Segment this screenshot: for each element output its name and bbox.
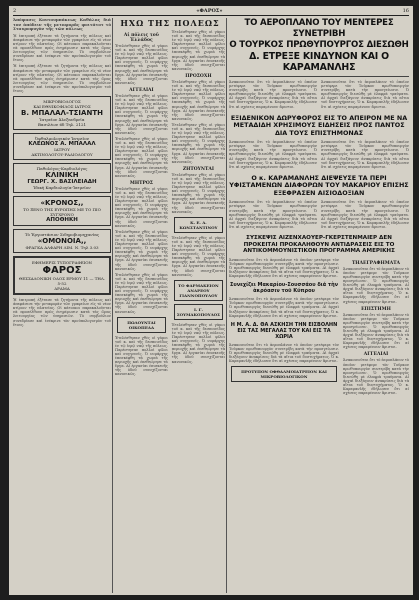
subhead: ΠΡΟΣΟΧΗ xyxy=(185,73,212,79)
ad-ophthalmology: ΠΡΟΤΥΠΟΝ ΟΦΘΑΛΜΟΙΑΤΡΕΙΟΝ ΚΑΙ ΜΙΚΡΟΒΙΟΛΟΓΙΚΟΝ xyxy=(231,366,337,382)
ad-ophthalmologist: Ὀφθαλμολογικὸν Ἰατρεῖον ΚΛΕΩΝΟΣ Α. ΜΠΑΛΑΛ ΙΑΤΡΟΥ ΑΚΤΙΝΟΛΟΓΟΥ-ΡΑΔΙΟΛΟΓΟΥ xyxy=(13,133,111,160)
intro-title: Ἀπόφασις Κουτουμπάκεως Καθάλας διά τον ἀπόδειν τῆς μεταφορᾶς φοιτάτοτ τό Σταυροφυγὸν τῆς τῶν πόλεως xyxy=(13,18,111,32)
headline-karamanlis: Ο κ. ΚΑΡΑΜΑΝΛΗΣ ΔΙΕΨΕΥΣΕ ΤΑ ΠΕΡΙ ΥΦΙΣΤΑΜΕΝΩΝ ΔΙΑΦΟΡΩΝ ΤΟΥ ΜΑΚΑΡΙΟΥ ΕΠΙΣΗΣ ΕΞΕΦΡΑΣΕΝ ΑΙΣΙΟΔΟΞΙΑΝ xyxy=(229,173,409,197)
subhead: ΜΗΤΡΟΣ xyxy=(129,180,153,186)
ad-clinic: Παθολόγος-Καρδιολόγος ΚΛΙΝΙΚΗ ΓΕΩΡΓ. Χ. ΒΑΣΙΛΕΙΑΔΗ Ἰδικὴ Καρδιολογία-Ἰατρεῖον xyxy=(13,163,111,193)
column-left xyxy=(13,18,111,593)
headline-satellite: ΕΞΙΔΕΝΙΚΟΝ ΔΩΡΥΦΟΡΟΣ ΕΙΣ ΤΟ ΑΠΕΙΡΟΝ ΜΕ ΝΑ ΜΕΤΑΔΙΔΗ ΧΡΗΣΙΜΟΥΣ ΕΙΔΗΣΕΙΣ ΠΡΟΣ ΠΑΝΤΟΣ ΔΙΑ ΤΟΥΣ ΕΠΙΣΤΗΜΟΝΑΣ xyxy=(230,113,408,137)
ad-land: ΠΩΛΟΥΝΤΑΙ ΟΙΚΟΠΕΔΑ xyxy=(117,317,166,333)
section-title: ΗΧΩ ΤΗΣ ΠΟΛΕΩΣ xyxy=(120,18,220,28)
headline-main: ΤΟ ΑΕΡΟΠΛΑΝΟ ΤΟΥ ΜΕΝΤΕΡΕΣ ΣΥΝΕΤΡΙΒΗ xyxy=(244,18,394,39)
headline-main-3: Δ. ΕΤΡΕΞΕ ΚΙΝΔΥΝΟΝ ΚΑΙ Ο ΚΑΡΑΜΑΝΛΗΣ xyxy=(249,51,389,73)
ad-pharmacy: ΤΟ ΦΑΡΜΑΚΕΙΟΝ ΑΝΔΡΕΟΥ ΓΙΑΝΝΟΠΟΥΛΟΥ xyxy=(174,280,223,301)
page-header xyxy=(9,6,413,16)
column-middle: ΗΧΩ ΤΗΣ ΠΟΛΕΩΣ Αἱ πόλεις τοῦ Ἐλλάδος Ἐτελέσθησαν χθὲς οἱ γάμοι τοῦ κ. καὶ τῆς δεσποινίδος ἐν τῷ ἱερῷ ναῷ τῆς πόλεως. Παρέστησαν πολλοὶ φίλοι καὶ συγγενεῖς. Ὁ νομάρχης ἐπεσκέφθη τὰ χωριὰ τῆς περιοχῆς καὶ ἐπεθεώρησε τὰ ἔργα. Αἱ ἐργασίαι ἐπισκευῆς τῆς ὁδοῦ συνεχίζονται κανονικῶς. ΑΓΓΕΛΙΑΙ Ἐτελέσθησαν χθὲς οἱ γάμοι τοῦ κ. καὶ τῆς δεσποινίδος ἐν τῷ ἱερῷ ναῷ τῆς πόλεως. Παρέστησαν πολλοὶ φίλοι καὶ συγγενεῖς. Ὁ νομάρχης ἐπεσκέφθη τὰ χωριὰ τῆς περιοχῆς καὶ ἐπεθεώρησε τὰ ἔργα. Αἱ ἐργασίαι ἐπισκευῆς τῆς ὁδοῦ συνεχίζονται κανονικῶς. Ἐτελέσθησαν χθὲς οἱ γάμοι τοῦ κ. καὶ τῆς δεσποινίδος ἐν τῷ ἱερῷ ναῷ τῆς πόλεως. Παρέστησαν πολλοὶ φίλοι καὶ συγγενεῖς. Ὁ νομάρχης ἐπεσκέφθη τὰ χωριὰ τῆς περιοχῆς καὶ ἐπεθεώρησε τὰ ἔργα. Αἱ ἐργασίαι ἐπισκευῆς τῆς ὁδοῦ συνεχίζονται κανονικῶς. ΜΗΤΡΟΣ Ἐτελέσθησαν χθὲς οἱ γάμοι τοῦ κ. καὶ τῆς δεσποινίδος ἐν τῷ ἱερῷ ναῷ τῆς πόλεως. Παρέστησαν πολλοὶ φίλοι καὶ συγγενεῖς. Ὁ νομάρχης ἐπεσκέφθη τὰ χωριὰ τῆς περιοχῆς καὶ ἐπεθεώρησε τὰ ἔργα. Αἱ ἐργασίαι ἐπισκευῆς τῆς ὁδοῦ συνεχίζονται κανονικῶς. Ἐτελέσθησαν χθὲς οἱ γάμοι τοῦ κ. καὶ τῆς δεσποινίδος ἐν τῷ ἱερῷ ναῷ τῆς πόλεως. Παρέστησαν πολλοὶ φίλοι καὶ συγγενεῖς. Ὁ νομάρχης ἐπεσκέφθη τὰ χωριὰ τῆς περιοχῆς καὶ ἐπεθεώρησε τὰ ἔργα. Αἱ ἐργασίαι ἐπισκευῆς τῆς ὁδοῦ συνεχίζονται κανονικῶς. Ἐτελέσθησαν χθὲς οἱ γάμοι τοῦ κ. καὶ τῆς δεσποινίδος ἐν τῷ ἱερῷ ναῷ τῆς πόλεως. Παρέστησαν πολλοὶ φίλοι καὶ συγγενεῖς. Ὁ νομάρχης ἐπεσκέφθη τὰ χωριὰ τῆς περιοχῆς καὶ ἐπεθεώρησε τὰ ἔργα. Αἱ ἐργασίαι ἐπισκευῆς τῆς ὁδοῦ συνεχίζονται κανονικῶς. ΠΩΛΟΥΝΤΑΙ ΟΙΚΟΠΕΔΑ Ἐτελέσθησαν χθὲς οἱ γάμοι τοῦ κ. καὶ τῆς δεσποινίδος ἐν τῷ ἱερῷ ναῷ τῆς πόλεως. Παρέστησαν πολλοὶ φίλοι καὶ συγγενεῖς. Ὁ νομάρχης ἐπεσκέφθη τὰ χωριὰ τῆς περιοχῆς καὶ ἐπεθεώρησε τὰ ἔργα. Αἱ ἐργασίαι ἐπισκευῆς τῆς ὁδοῦ συνεχίζονται κανονικῶς. Ἐτελέσθησαν χθὲς οἱ γάμοι τοῦ κ. καὶ τῆς δεσποινίδος ἐν τῷ ἱερῷ ναῷ τῆς πόλεως. Παρέστησαν πολλοὶ φίλοι καὶ συγγενεῖς. Ὁ νομάρχης ἐπεσκέφθη τὰ χωριὰ τῆς περιοχῆς καὶ ἐπεθεώρησε τὰ ἔργα. Αἱ ἐργασίαι ἐπισκευῆς τῆς ὁδοῦ συνεχίζονται κανονικῶς. ΠΡΟΣΟΧΗ Ἐτελέσθησαν χθὲς οἱ γάμοι τοῦ κ. καὶ τῆς δεσποινίδος ἐν τῷ ἱερῷ ναῷ τῆς πόλεως. Παρέστησαν πολλοὶ φίλοι καὶ συγγενεῖς. Ὁ νομάρχης ἐπεσκέφθη τὰ χωριὰ τῆς περιοχῆς καὶ ἐπεθεώρησε τὰ ἔργα. Αἱ ἐργασίαι ἐπισκευῆς τῆς ὁδοῦ συνεχίζονται κανονικῶς. Ἐτελέσθησαν χθὲς οἱ γάμοι τοῦ κ. καὶ τῆς δεσποινίδος ἐν τῷ ἱερῷ ναῷ τῆς πόλεως. Παρέστησαν πολλοὶ φίλοι καὶ συγγενεῖς. Ὁ νομάρχης ἐπεσκέφθη τὰ χωριὰ τῆς περιοχῆς καὶ ἐπεθεώρησε τὰ ἔργα. Αἱ ἐργασίαι ἐπισκευῆς τῆς ὁδοῦ συνεχίζονται κανονικῶς. ΖΗΤΟΥΝΤΑΙ Ἐτελέσθησαν χθὲς οἱ γάμοι τοῦ κ. καὶ τῆς δεσποινίδος ἐν τῷ ἱερῷ ναῷ τῆς πόλεως. Παρέστησαν πολλοὶ φίλοι καὶ συγγενεῖς. Ὁ νομάρχης ἐπεσκέφθη τὰ χωριὰ τῆς περιοχῆς καὶ ἐπεθεώρησε τὰ ἔργα. Αἱ ἐργασίαι ἐπισκευῆς τῆς ὁδοῦ συνεχίζονται κανονικῶς. Κ. Ε. Δ. ΚΩΝΣΤΑΝΤΙΝΟΥ Ἐτελέσθησαν χθὲς οἱ γάμοι τοῦ κ. καὶ τῆς δεσποινίδος ἐν τῷ ἱερῷ ναῷ τῆς πόλεως. Παρέστησαν πολλοὶ φίλοι καὶ συγγενεῖς. Ὁ νομάρχης ἐπεσκέφθη τὰ χωριὰ τῆς περιοχῆς καὶ ἐπεθεώρησε τὰ ἔργα. Αἱ ἐργασίαι ἐπισκευῆς τῆς ὁδοῦ συνεχίζονται κανονικῶς. ΤΟ ΦΑΡΜΑΚΕΙΟΝ ΑΝΔΡΕΟΥ ΓΙΑΝΝΟΠΟΥΛΟΥ Ι. Γ. ΣΟΥΜΑΚΟΠΟΥΛΟΣ Ἐτελέσθησαν χθὲς οἱ γάμοι τοῦ κ. καὶ τῆς δεσποινίδος ἐν τῷ ἱερῷ ναῷ τῆς πόλεως. Παρέστησαν πολλοὶ φίλοι καὶ συγγενεῖς. Ὁ νομάρχης ἐπεσκέφθη τὰ χωριὰ τῆς περιοχῆς καὶ ἐπεθεώρησε τὰ ἔργα. Αἱ ἐργασίαι ἐπισκευῆς τῆς ὁδοῦ συνεχίζονται κανονικῶς. xyxy=(115,18,225,377)
ad-konstantinou: Κ. Ε. Δ. ΚΩΝΣΤΑΝΤΙΝΟΥ xyxy=(174,217,223,233)
page-date: 16 xyxy=(402,8,409,14)
ad-kronos: «ΚΡΟΝΟΣ,, ΤΟ ΞΕΝΟ ΤΗΣ ΕΥΡΩΠΗΣ ΜΕ ΤΟ ΠΙΟ ΣΥΓΧΡΟΝΟ ΑΠΟΘΗΚΗ xyxy=(13,196,111,226)
article-body-cont: Ἡ ἐπιτροπή ἐξέτασε τὰ ζητήματα τῆς πόλεως καὶ ἀπεφάσισε τὴν μεταφορὰν τῶν γραφείων εἰς τὸ νέον κτίριον τῆς πλατείας. Οἱ κάτοικοι παρακαλοῦνται νὰ προσέλθουν πρὸς ἐνημέρωσιν κατὰ τὰς ὥρας λειτουργίας τῶν ὑπηρεσιῶν. Τὸ συμβούλιον συνεδρίασε καὶ ἐνέκρινε τὸν προϋπολογισμὸν τοῦ ἔτους. xyxy=(13,64,111,93)
ad-faros: ΕΦΗΜΕΡΙΣ ΤΥΠΟΓΡΑΦΕΙΟΝ ΦΑΡΟΣ ΘΕΣΣΑΛΟΝΙΚΗ ΟΔΟΣ ΕΡΜΟΥ 11 — ΤΗΛ. 5-52 ΔΡΑΜΑ xyxy=(13,256,111,295)
subhead: ΑΓΓΕΛΙΑΙ xyxy=(129,87,154,93)
headline-mad: Η Μ. Α. Δ. ΘΑ ΑΣΚΗΣΗ ΤΗΝ ΕΙΣΒΟΛΗΝ ΕΙΣ ΤΑΣ ΜΕΓΑΛΑΣ ΤΟΥ ΚΑΙ ΕΙΣ ΤΑ ΧΩΡΙΑ xyxy=(230,321,338,340)
page-number: 2 xyxy=(13,8,17,14)
headline-main-2: Ο ΤΟΥΡΚΟΣ ΠΡΩΘΥΠΟΥΡΓΟΣ ΔΙΕΣΩΘΗ xyxy=(229,40,409,50)
headline-makarios: Συνεχίζει Μακαρίου-Σουσσάου διά τὴν ἀκρόασιν τοῦ Κύπρου xyxy=(229,282,339,295)
ad-microbiologist: ΜΙΚΡΟΒΙΟΛΟΓΟΣ ΚΑΙ ΕΘΝΙΚΟΦΙΛΟΣ ΙΑΤΡΟΣ Β. ΜΠΑΛΑΛ-ΤΣΙΑΝΤΗ Ἰατρεῖον Ἀλεξανδρεῖα Βασιλέων 6δ Τηλ. 2121 xyxy=(13,96,111,130)
ad-omonoia: Τὸ Ἐργοστάσιον Σιδηροβιομηχανίας «ΟΜΟΝΟΙΑ,, ΦΡΑΓΚΑ ΑΛΦΑΡΗ ΛΙΜ. Ν. Τηλ 3.03 xyxy=(13,229,111,253)
article-body-end: Ἡ ἐπιτροπή ἐξέτασε τὰ ζητήματα τῆς πόλεως καὶ ἀπεφάσισε τὴν μεταφορὰν τῶν γραφείων εἰς τὸ νέον κτίριον τῆς πλατείας. Οἱ κάτοικοι παρακαλοῦνται νὰ προσέλθουν πρὸς ἐνημέρωσιν κατὰ τὰς ὥρας λειτουργίας τῶν ὑπηρεσιῶν. Τὸ συμβούλιον συνεδρίασε καὶ ἐνέκρινε τὸν προϋπολογισμὸν τοῦ ἔτους. xyxy=(13,298,111,327)
ad-soumakopoulos: Ι. Γ. ΣΟΥΜΑΚΟΠΟΥΛΟΣ xyxy=(174,304,223,320)
subhead: ΖΗΤΟΥΝΤΑΙ xyxy=(182,166,214,172)
newspaper-page xyxy=(9,6,413,595)
masthead: «ΦΑΡΟΣ» xyxy=(196,8,223,14)
subhead: Αἱ πόλεις τοῦ Ἐλλάδος xyxy=(123,33,159,43)
column-right: ΤΟ ΑΕΡΟΠΛΑΝΟ ΤΟΥ ΜΕΝΤΕΡΕΣ ΣΥΝΕΤΡΙΒΗ Ο ΤΟΥΡΚΟΣ ΠΡΩΘΥΠΟΥΡΓΟΣ ΔΙΕΣΩΘΗ Δ. ΕΤΡΕΞΕ ΚΙΝΔΥΝΟΝ ΚΑΙ Ο ΚΑΡΑΜΑΝΛΗΣ Ἀνακοινοῦται ὅτι τὸ ἀεροπλάνον τὸ ὁποῖον μετέφερε τὸν Τοῦρκον πρωθυπουργὸν συνετρίβη κατὰ τὴν προσγείωσιν. Ὁ πρωθυπουργὸς διεσώθη μὲ ἐλαφρὰ τραύματα. Αἱ ἀρχαὶ διεξάγουν ἀνακρίσεις διὰ τὰ αἴτια τοῦ δυστυχήματος. Ὁ κ. Καραμανλῆς ἐδήλωσεν ὅτι αἱ σχέσεις παραμένουν ἄριστοι. Ἀνακοινοῦται ὅτι τὸ ἀεροπλάνον τὸ ὁποῖον μετέφερε τὸν Τοῦρκον πρωθυπουργὸν συνετρίβη κατὰ τὴν προσγείωσιν. Ὁ πρωθυπουργὸς διεσώθη μὲ ἐλαφρὰ τραύματα. Αἱ ἀρχαὶ διεξάγουν ἀνακρίσεις διὰ τὰ αἴτια τοῦ δυστυχήματος. Ὁ κ. Καραμανλῆς ἐδήλωσεν ὅτι αἱ σχέσεις παραμένουν ἄριστοι. ΕΞΙΔΕΝΙΚΟΝ ΔΩΡΥΦΟΡΟΣ ΕΙΣ ΤΟ ΑΠΕΙΡΟΝ ΜΕ ΝΑ ΜΕΤΑΔΙΔΗ ΧΡΗΣΙΜΟΥΣ ΕΙΔΗΣΕΙΣ ΠΡΟΣ ΠΑΝΤΟΣ ΔΙΑ ΤΟΥΣ ΕΠΙΣΤΗΜΟΝΑΣ Ἀνακοινοῦται ὅτι τὸ ἀεροπλάνον τὸ ὁποῖον μετέφερε τὸν Τοῦρκον πρωθυπουργὸν συνετρίβη κατὰ τὴν προσγείωσιν. Ὁ πρωθυπουργὸς διεσώθη μὲ ἐλαφρὰ τραύματα. Αἱ ἀρχαὶ διεξάγουν ἀνακρίσεις διὰ τὰ αἴτια τοῦ δυστυχήματος. Ὁ κ. Καραμανλῆς ἐδήλωσεν ὅτι αἱ σχέσεις παραμένουν ἄριστοι. Ἀνακοινοῦται ὅτι τὸ ἀεροπλάνον τὸ ὁποῖον μετέφερε τὸν Τοῦρκον πρωθυπουργὸν συνετρίβη κατὰ τὴν προσγείωσιν. Ὁ πρωθυπουργὸς διεσώθη μὲ ἐλαφρὰ τραύματα. Αἱ ἀρχαὶ διεξάγουν ἀνακρίσεις διὰ τὰ αἴτια τοῦ δυστυχήματος. Ὁ κ. Καραμανλῆς ἐδήλωσεν ὅτι αἱ σχέσεις παραμένουν ἄριστοι. Ο κ. ΚΑΡΑΜΑΝΛΗΣ ΔΙΕΨΕΥΣΕ ΤΑ ΠΕΡΙ ΥΦΙΣΤΑΜΕΝΩΝ ΔΙΑΦΟΡΩΝ ΤΟΥ ΜΑΚΑΡΙΟΥ ΕΠΙΣΗΣ ΕΞΕΦΡΑΣΕΝ ΑΙΣΙΟΔΟΞΙΑΝ Ἀνακοινοῦται ὅτι τὸ ἀεροπλάνον τὸ ὁποῖον μετέφερε τὸν Τοῦρκον πρωθυπουργὸν συνετρίβη κατὰ τὴν προσγείωσιν. Ὁ πρωθυπουργὸς διεσώθη μὲ ἐλαφρὰ τραύματα. Αἱ ἀρχαὶ διεξάγουν ἀνακρίσεις διὰ τὰ αἴτια τοῦ δυστυχήματος. Ὁ κ. Καραμανλῆς ἐδήλωσεν ὅτι αἱ σχέσεις παραμένουν ἄριστοι. Ἀνακοινοῦται ὅτι τὸ ἀεροπλάνον τὸ ὁποῖον μετέφερε τὸν Τοῦρκον πρωθυπουργὸν συνετρίβη κατὰ τὴν προσγείωσιν. Ὁ πρωθυπουργὸς διεσώθη μὲ ἐλαφρὰ τραύματα. Αἱ ἀρχαὶ διεξάγουν ἀνακρίσεις διὰ τὰ αἴτια τοῦ δυστυχήματος. Ὁ κ. Καραμανλῆς ἐδήλωσεν ὅτι αἱ σχέσεις παραμένουν ἄριστοι. ΣΥΣΚΕΨΙΣ ΑΙΖΕΝΧΑΟΥΕΡ-ΓΚΕΡΣΤΕΝΜΑΙΕΡ ΔΕΝ ΠΡΟΚΕΙΤΑΙ ΠΡΟΚΑΛΗΘΟΥΝ ΑΝΤΙΔΡΑΣΕΙΣ ΕΙΣ ΤΟ ΑΝΤΙΚΟΜΜΟΥΝΙΣΤΙΚΟΝ ΠΡΟΓΡΑΜΜΑ ΑΜΕΡΙΚΗΣ Ἀνακοινοῦται ὅτι τὸ ἀεροπλάνον τὸ ὁποῖον μετέφερε τὸν Τοῦρκον πρωθυπουργὸν συνετρίβη κατὰ τὴν προσγείωσιν. Ὁ πρωθυπουργὸς διεσώθη μὲ ἐλαφρὰ τραύματα. Αἱ ἀρχαὶ διεξάγουν ἀνακρίσεις διὰ τὰ αἴτια τοῦ δυστυχήματος. Ὁ κ. Καραμανλῆς ἐδήλωσεν ὅτι αἱ σχέσεις παραμένουν ἄριστοι. Συνεχίζει Μακαρίου-Σουσσάου διά τὴν ἀκρόασιν τοῦ Κύπρου Ἀνακοινοῦται ὅτι τὸ ἀεροπλάνον τὸ ὁποῖον μετέφερε τὸν Τοῦρκον πρωθυπουργὸν συνετρίβη κατὰ τὴν προσγείωσιν. Ὁ πρωθυπουργὸς διεσώθη μὲ ἐλαφρὰ τραύματα. Αἱ ἀρχαὶ διεξάγουν ἀνακρίσεις διὰ τὰ αἴτια τοῦ δυστυχήματος. Ὁ κ. Καραμανλῆς ἐδήλωσεν ὅτι αἱ σχέσεις παραμένουν ἄριστοι. Η Μ. Α. Δ. ΘΑ ΑΣΚΗΣΗ ΤΗΝ ΕΙΣΒΟΛΗΝ ΕΙΣ ΤΑΣ ΜΕΓΑΛΑΣ ΤΟΥ ΚΑΙ ΕΙΣ ΤΑ ΧΩΡΙΑ Ἀνακοινοῦται ὅτι τὸ ἀεροπλάνον τὸ ὁποῖον μετέφερε τὸν Τοῦρκον πρωθυπουργὸν συνετρίβη κατὰ τὴν προσγείωσιν. Ὁ πρωθυπουργὸς διεσώθη μὲ ἐλαφρὰ τραύματα. Αἱ ἀρχαὶ διεξάγουν ἀνακρίσεις διὰ τὰ αἴτια τοῦ δυστυχήματος. Ὁ κ. Καραμανλῆς ἐδήλωσεν ὅτι αἱ σχέσεις παραμένουν ἄριστοι. ΠΡΟΤΥΠΟΝ ΟΦΘΑΛΜΟΙΑΤΡΕΙΟΝ ΚΑΙ ΜΙΚΡΟΒΙΟΛΟΓΙΚΟΝ ΤΗΛΕΓΡΑΦΗΜΑΤΑ Ἀνακοινοῦται ὅτι τὸ ἀεροπλάνον τὸ ὁποῖον μετέφερε τὸν Τοῦρκον πρωθυπουργὸν συνετρίβη κατὰ τὴν προσγείωσιν. Ὁ πρωθυπουργὸς διεσώθη μὲ ἐλαφρὰ τραύματα. Αἱ ἀρχαὶ διεξάγουν ἀνακρίσεις διὰ τὰ αἴτια τοῦ δυστυχήματος. Ὁ κ. Καραμανλῆς ἐδήλωσεν ὅτι αἱ σχέσεις παραμένουν ἄριστοι. ΕΠΙΣΤΗΜΗ Ἀνακοινοῦται ὅτι τὸ ἀεροπλάνον τὸ ὁποῖον μετέφερε τὸν Τοῦρκον πρωθυπουργὸν συνετρίβη κατὰ τὴν προσγείωσιν. Ὁ πρωθυπουργὸς διεσώθη μὲ ἐλαφρὰ τραύματα. Αἱ ἀρχαὶ διεξάγουν ἀνακρίσεις διὰ τὰ αἴτια τοῦ δυστυχήματος. Ὁ κ. Καραμανλῆς ἐδήλωσεν ὅτι αἱ σχέσεις παραμένουν ἄριστοι. ΑΓΓΕΛΙΑΙ Ἀνακοινοῦται ὅτι τὸ ἀεροπλάνον τὸ ὁποῖον μετέφερε τὸν Τοῦρκον πρωθυπουργὸν συνετρίβη κατὰ τὴν προσγείωσιν. Ὁ πρωθυπουργὸς διεσώθη μὲ ἐλαφρὰ τραύματα. Αἱ ἀρχαὶ διεξάγουν ἀνακρίσεις διὰ τὰ αἴτια τοῦ δυστυχήματος. Ὁ κ. Καραμανλῆς ἐδήλωσεν ὅτι αἱ σχέσεις παραμένουν ἄριστοι. xyxy=(229,18,409,396)
article-body: Ἡ ἐπιτροπή ἐξέτασε τὰ ζητήματα τῆς πόλεως καὶ ἀπεφάσισε τὴν μεταφορὰν τῶν γραφείων εἰς τὸ νέον κτίριον τῆς πλατείας. Οἱ κάτοικοι παρακαλοῦνται νὰ προσέλθουν πρὸς ἐνημέρωσιν κατὰ τὰς ὥρας λειτουργίας τῶν ὑπηρεσιῶν. Τὸ συμβούλιον συνεδρίασε καὶ ἐνέκρινε τὸν προϋπολογισμὸν τοῦ ἔτους. xyxy=(13,33,111,63)
headline-eisenhower: ΣΥΣΚΕΨΙΣ ΑΙΖΕΝΧΑΟΥΕΡ-ΓΚΕΡΣΤΕΝΜΑΙΕΡ ΔΕΝ ΠΡΟΚΕΙΤΑΙ ΠΡΟΚΑΛΗΘΟΥΝ ΑΝΤΙΔΡΑΣΕΙΣ ΕΙΣ ΤΟ ΑΝΤΙΚΟΜΜΟΥΝΙΣΤΙΚΟΝ ΠΡΟΓΡΑΜΜΑ ΑΜΕΡΙΚΗΣ xyxy=(243,234,395,255)
